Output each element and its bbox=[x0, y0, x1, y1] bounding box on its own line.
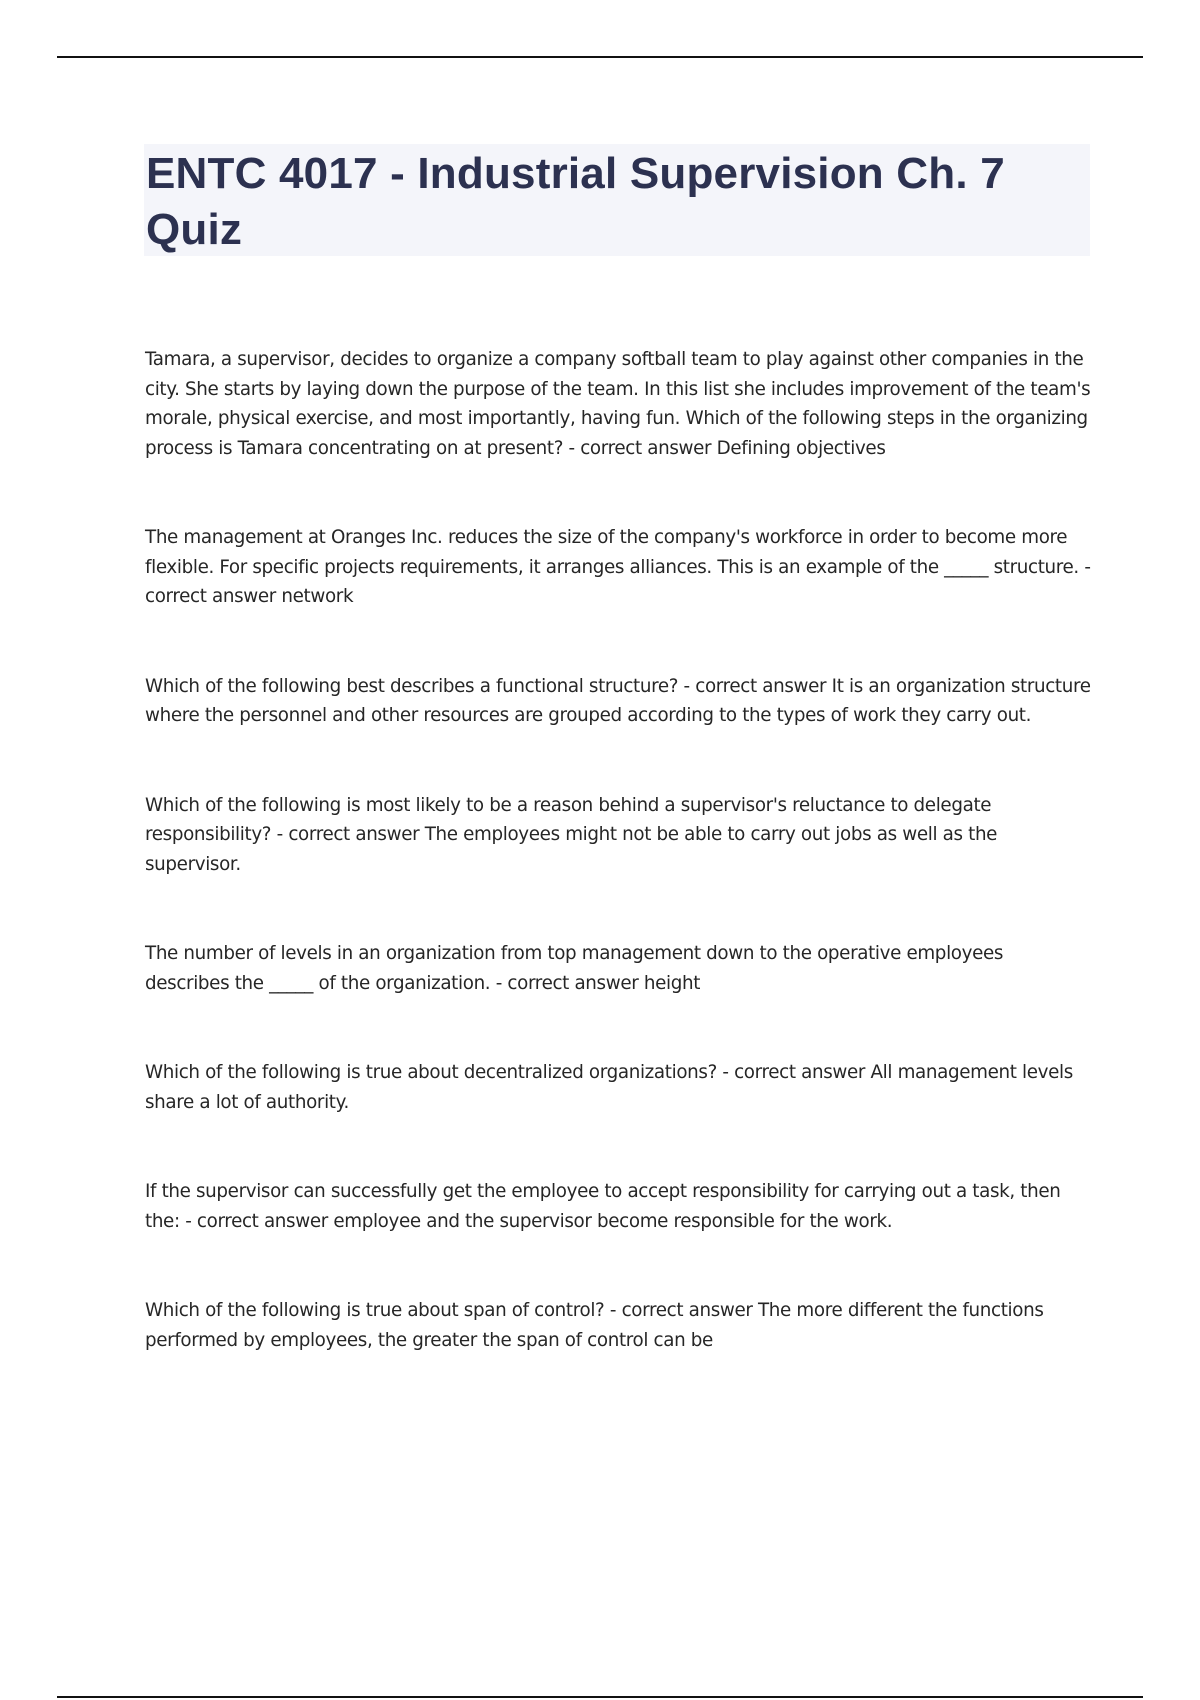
document-title: ENTC 4017 - Industrial Supervision Ch. 7 Quiz bbox=[146, 149, 1005, 254]
qa-item-5: The number of levels in an organization from top management down to the operative employees describes the _____ of the organization. - correct answer height bbox=[145, 943, 1004, 994]
qa-item-3: Which of the following best describes a functional structure? - correct answer It is an organization structure where the personnel and other resources are grouped according to the types of work they carry out. bbox=[145, 675, 1091, 726]
qa-list bbox=[145, 345, 1091, 1355]
qa-item-1: Tamara, a supervisor, decides to organize a company softball team to play against other companies in the city. She starts by laying down the purpose of the team. In this list she includes improvement of the team's morale, physical exercise, and most importantly, having fun. Which of the following steps in the organizing process is Tamara concentrating on at present? - correct answer Defining objectives bbox=[145, 349, 1091, 459]
qa-item-4: Which of the following is most likely to be a reason behind a supervisor's reluctance to delegate responsibility? - correct answer The employees might not be able to carry out jobs as well as the supervisor. bbox=[145, 794, 998, 875]
qa-item-8: Which of the following is true about span of control? - correct answer The more different the functions performed by employees, the greater the span of control can be bbox=[145, 1300, 1044, 1351]
footer-rule bbox=[57, 1696, 1143, 1698]
qa-item-6: Which of the following is true about decentralized organizations? - correct answer All management levels share a lot of authority. bbox=[145, 1062, 1073, 1113]
qa-item-2: The management at Oranges Inc. reduces the size of the company's workforce in order to become more flexible. For specific projects requirements, it arranges alliances. This is an example of the _____ structure. - correct answer network bbox=[145, 527, 1091, 607]
header-rule bbox=[57, 56, 1143, 58]
title-block bbox=[144, 144, 1090, 256]
qa-item-7: If the supervisor can successfully get the employee to accept responsibility for carrying out a task, then the: - correct answer employee and the supervisor become responsible for the work. bbox=[145, 1181, 1061, 1232]
